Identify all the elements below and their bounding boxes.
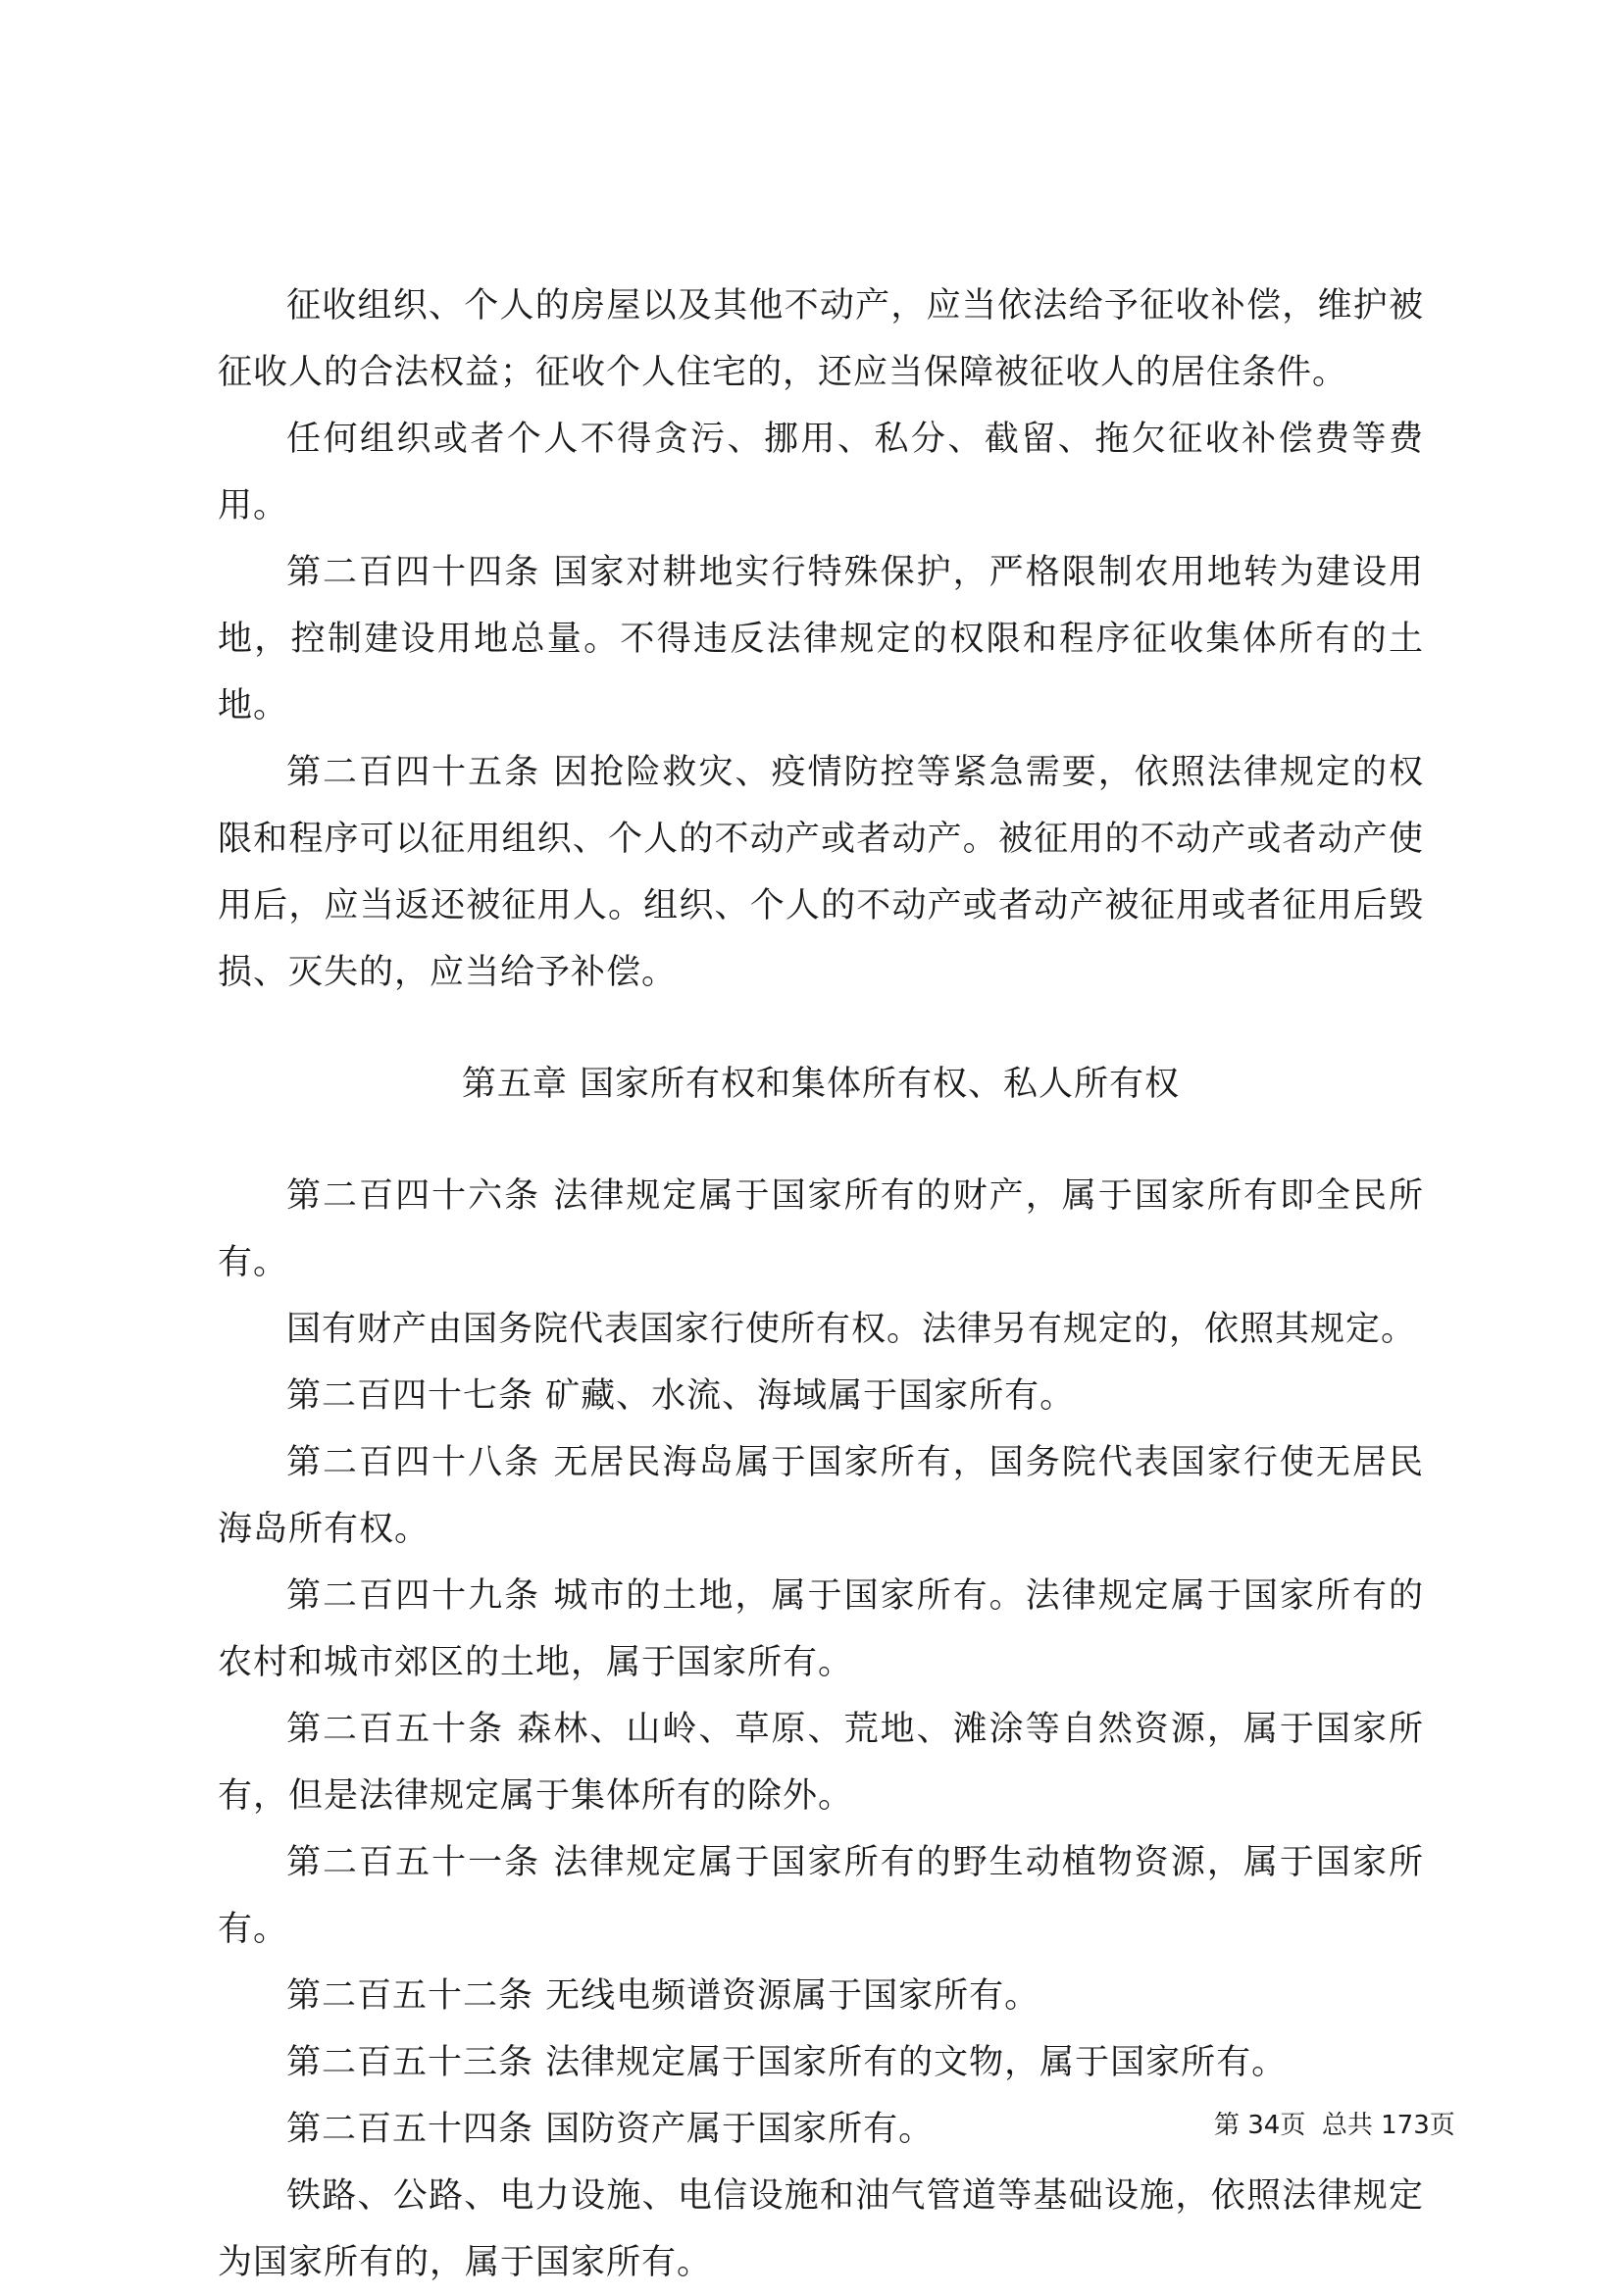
paragraph: 国有财产由国务院代表国家行使所有权。法律另有规定的，依照其规定。: [286, 1310, 1417, 1349]
article-paragraph: 第二百五十二条 无线电频谱资源属于国家所有。: [286, 1976, 1040, 2016]
paragraph: 任何组织或者个人不得贪污、挪用、私分、截留、拖欠征收补偿费等费用。: [218, 420, 1424, 525]
article-paragraph: 第二百四十六条 法律规定属于国家所有的财产，属于国家所有即全民所有。: [218, 1176, 1424, 1282]
paragraph: 征收组织、个人的房屋以及其他不动产，应当依法给予征收补偿，维护被征收人的合法权益；征收个人住宅的，还应当保障被征收人的居住条件。: [218, 286, 1424, 392]
article-paragraph: 第二百四十四条 国家对耕地实行特殊保护，严格限制农用地转为建设用地，控制建设用地总量。不得违反法律规定的权限和程序征收集体所有的土地。: [218, 553, 1424, 725]
page-body: [218, 273, 1424, 2296]
article-paragraph: 第二百五十四条 国防资产属于国家所有。: [286, 2110, 935, 2149]
article-paragraph: 第二百五十条 森林、山岭、草原、荒地、滩涂等自然资源，属于国家所有，但是法律规定属于集体所有的除外。: [218, 1710, 1424, 1816]
article-paragraph: 第二百四十五条 因抢险救灾、疫情防控等紧急需要，依照法律规定的权限和程序可以征用组织、个人的不动产或者动产。被征用的不动产或者动产使用后，应当返还被征用人。组织、个人的不动产或者动产被征用或者征用后毁损、灭失的，应当给予补偿。: [218, 753, 1424, 992]
article-paragraph: 第二百四十九条 城市的土地，属于国家所有。法律规定属于国家所有的农村和城市郊区的土地，属于国家所有。: [218, 1576, 1424, 1682]
article-paragraph: 第二百五十一条 法律规定属于国家所有的野生动植物资源，属于国家所有。: [218, 1843, 1424, 1949]
paragraph: 铁路、公路、电力设施、电信设施和油气管道等基础设施，依照法律规定为国家所有的，属于国家所有。: [218, 2176, 1424, 2282]
chapter-title: 第五章 国家所有权和集体所有权、私人所有权: [461, 1065, 1181, 1104]
article-paragraph: 第二百四十八条 无居民海岛属于国家所有，国务院代表国家行使无居民海岛所有权。: [218, 1443, 1424, 1549]
article-paragraph: 第二百五十三条 法律规定属于国家所有的文物，属于国家所有。: [286, 2043, 1288, 2082]
page-footer: 第 34页 总共 173页: [1214, 2111, 1455, 2140]
article-paragraph: 第二百四十七条 矿藏、水流、海域属于国家所有。: [286, 1376, 1076, 1416]
